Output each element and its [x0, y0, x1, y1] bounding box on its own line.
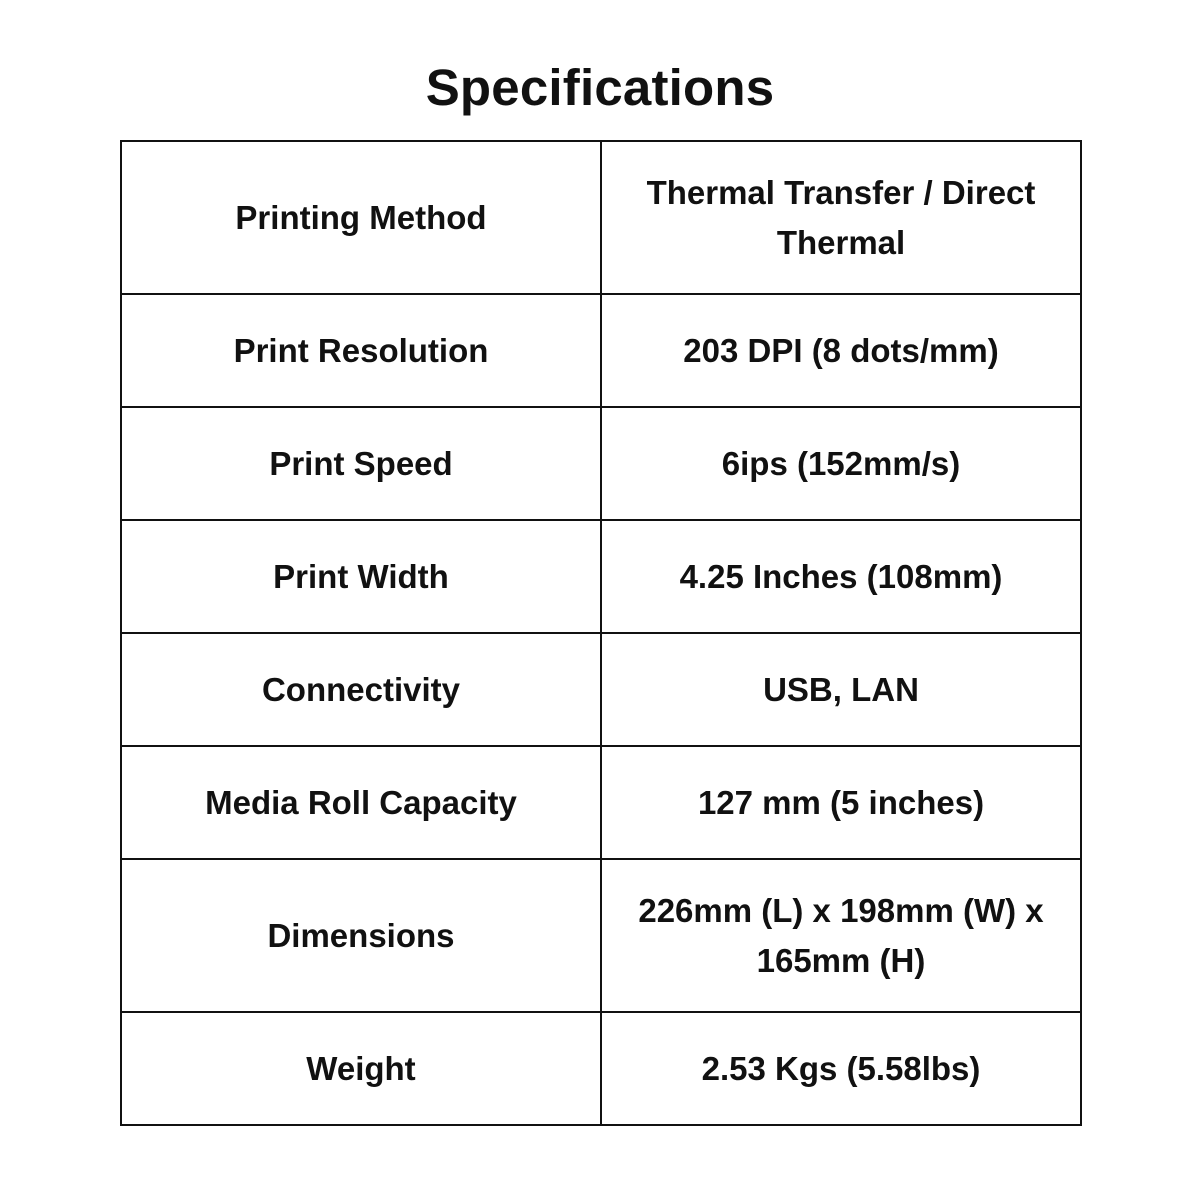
table-row: [121, 294, 1081, 407]
table-row: [121, 141, 1081, 294]
spec-value: 226mm (L) x 198mm (W) x 165mm (H): [601, 859, 1081, 1012]
table-row: [121, 520, 1081, 633]
table-row: [121, 859, 1081, 1012]
table-row: [121, 407, 1081, 520]
specifications-table: [120, 140, 1082, 1126]
spec-value: 4.25 Inches (108mm): [601, 520, 1081, 633]
spec-value: USB, LAN: [601, 633, 1081, 746]
table-row: [121, 746, 1081, 859]
table-row: [121, 633, 1081, 746]
spec-label: Print Resolution: [121, 294, 601, 407]
spec-label: Print Speed: [121, 407, 601, 520]
spec-label: Dimensions: [121, 859, 601, 1012]
spec-value: 2.53 Kgs (5.58lbs): [601, 1012, 1081, 1125]
spec-label: Media Roll Capacity: [121, 746, 601, 859]
spec-value: Thermal Transfer / Direct Thermal: [601, 141, 1081, 294]
spec-label: Connectivity: [121, 633, 601, 746]
spec-label: Print Width: [121, 520, 601, 633]
spec-value: 6ips (152mm/s): [601, 407, 1081, 520]
spec-value: 203 DPI (8 dots/mm): [601, 294, 1081, 407]
table-row: [121, 1012, 1081, 1125]
page-title: Specifications: [425, 59, 775, 116]
spec-label: Weight: [121, 1012, 601, 1125]
spec-label: Printing Method: [121, 141, 601, 294]
spec-value: 127 mm (5 inches): [601, 746, 1081, 859]
